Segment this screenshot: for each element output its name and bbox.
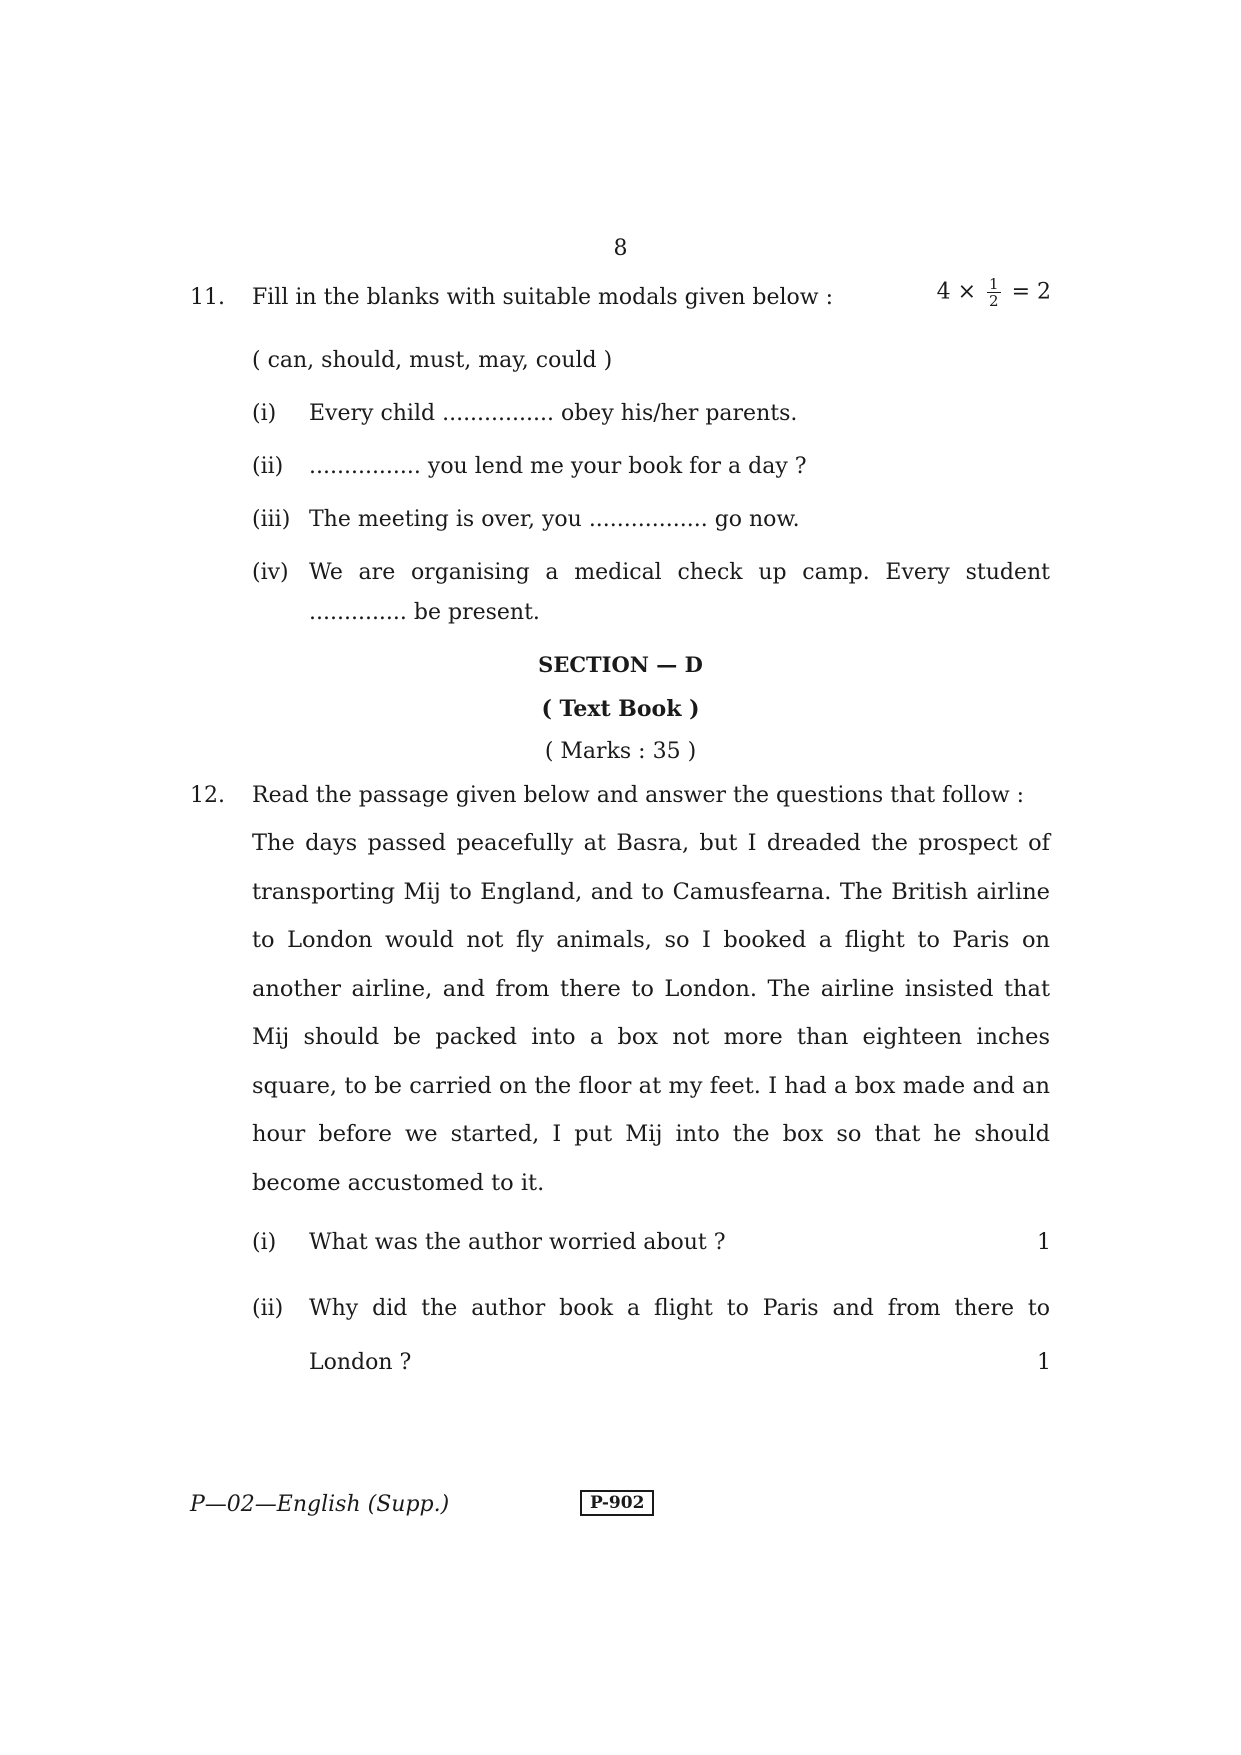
marks-total: = 2 <box>1011 279 1051 305</box>
q12-question-text-line1: Why did the author book a flight to Paris and from there to <box>309 1296 1050 1321</box>
footer-booklet-code: P-902 <box>580 1490 654 1516</box>
q11-item-number: (iii) <box>252 507 291 532</box>
reading-passage: The days passed peacefully at Basra, but I dreaded the prospect of transporting Mij to England, and to Camusfearna. The British airline to London would not fly animals, so I booked a flight to Paris on another airline, and from there to London. The airline insisted that Mij should be packed into a box not more than eighteen inches square, to be carried on the floor at my feet. I had a box made and an hour before we started, I put Mij into the box so that he should become accustomed to it. <box>252 830 1050 1196</box>
page-number: 8 <box>613 236 628 261</box>
q11-item-number: (i) <box>252 401 277 426</box>
section-subtitle: ( Text Book ) <box>541 696 700 722</box>
fraction-denominator: 2 <box>989 292 999 310</box>
marks-multiplier: 4 × <box>936 279 977 305</box>
marks-fraction <box>987 276 1001 309</box>
question-11-prompt: Fill in the blanks with suitable modals given below : <box>252 285 834 310</box>
q12-question-marks: 1 <box>1037 1350 1051 1375</box>
q11-item-number: (ii) <box>252 454 284 479</box>
q11-item-text: ................ you lend me your book for a day ? <box>309 454 807 479</box>
q11-item-text-line1: We are organising a medical check up camp. Every student <box>309 560 1050 585</box>
question-11-number: 11. <box>190 285 225 310</box>
section-marks: ( Marks : 35 ) <box>544 739 697 764</box>
question-11-marks <box>937 276 1051 309</box>
question-11-options: ( can, should, must, may, could ) <box>252 348 613 373</box>
footer-paper-code: P—02—English (Supp.) <box>190 1492 450 1517</box>
question-12-number: 12. <box>190 783 225 808</box>
q11-item-text: Every child ................ obey his/her parents. <box>309 401 798 426</box>
question-12-prompt: Read the passage given below and answer the questions that follow : <box>252 783 1025 808</box>
q12-question-number: (ii) <box>252 1296 284 1321</box>
q12-question-text: What was the author worried about ? <box>309 1230 726 1255</box>
q12-question-text-line2: London ? <box>309 1350 412 1375</box>
section-title: SECTION — D <box>538 652 703 677</box>
q11-item-text: The meeting is over, you ................. go now. <box>309 507 800 532</box>
q11-item-number: (iv) <box>252 560 289 585</box>
q12-question-marks: 1 <box>1037 1230 1051 1255</box>
q12-question-number: (i) <box>252 1230 277 1255</box>
q11-item-text-line2: .............. be present. <box>309 600 540 625</box>
fraction-numerator: 1 <box>989 275 999 293</box>
